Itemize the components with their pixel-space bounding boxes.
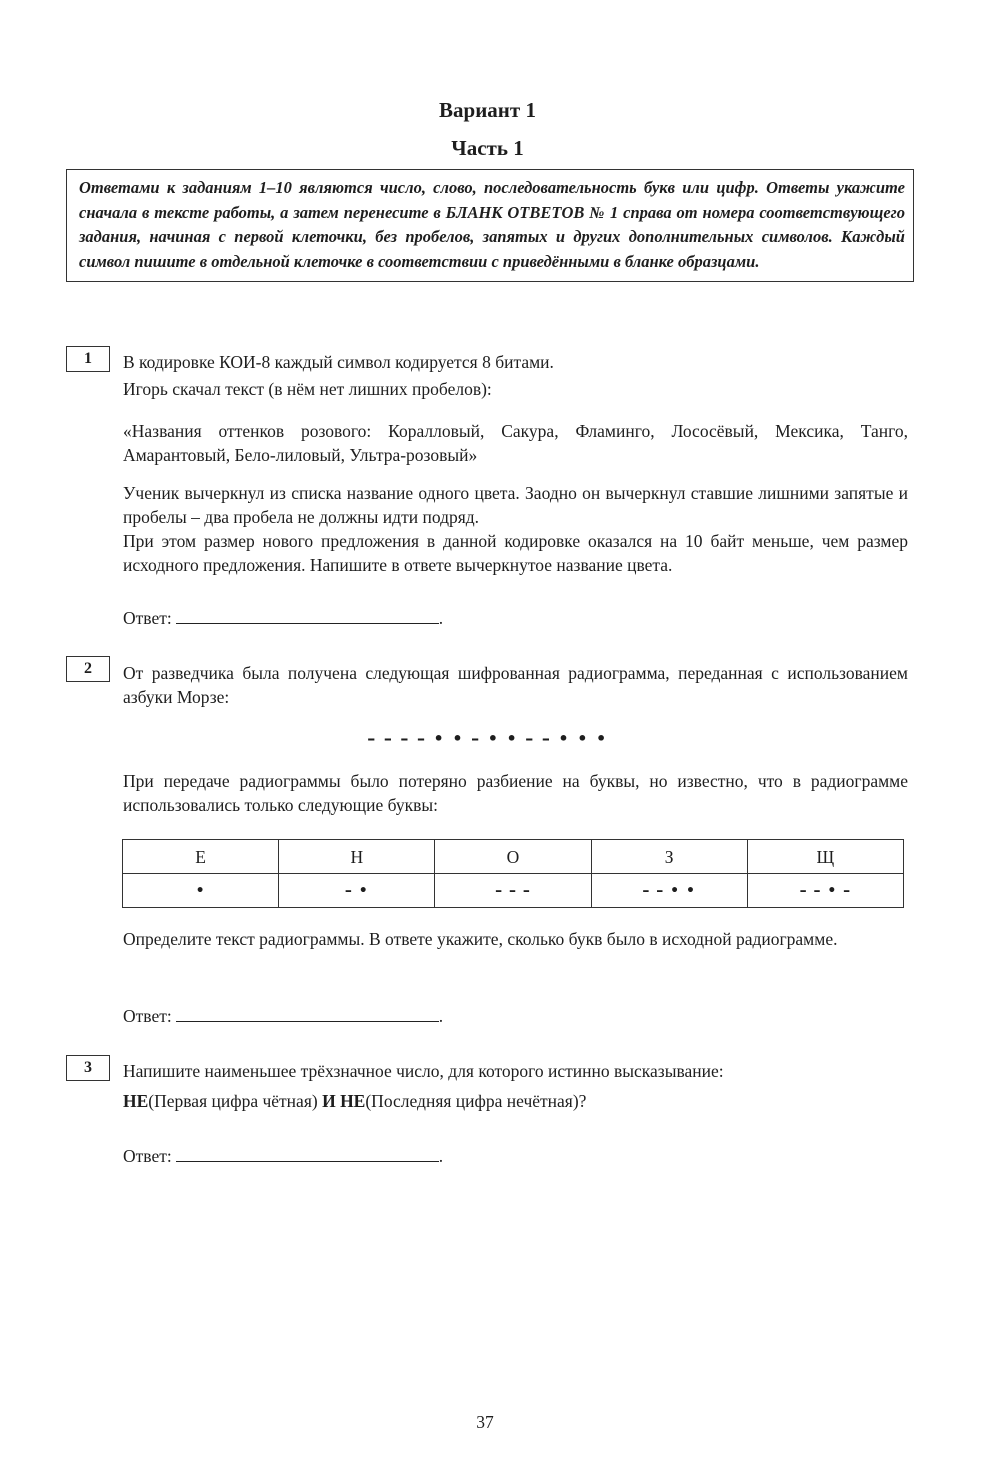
letter-cell: Щ (747, 840, 903, 874)
code-cell: • (123, 874, 279, 908)
not-operator: НЕ (123, 1091, 149, 1111)
code-cell: – – – (435, 874, 591, 908)
answer-line[interactable] (176, 1003, 439, 1022)
instructions-box: Ответами к заданиям 1–10 являются число, слово, последовательность букв или цифр. Ответы укажите сначала в тексте работы, а затем перенесите в БЛАНК ОТВЕТОВ № 1 справа от номера соответствующего задания, начиная с первой клеточки, без пробелов, запятых и других дополнительных символов. Каждый символ пишите в отдельной клеточке в соответствии с приведёнными в бланке образцами. (66, 169, 914, 282)
task3-expression (123, 1089, 908, 1113)
task1-text-5: При этом размер нового предложения в данной кодировке оказался на 10 байт меньше, чем размер исходного предложения. Напишите в ответе вычеркнутое название цвета. (123, 531, 908, 575)
letter-cell: О (435, 840, 591, 874)
task1-text-2: Игорь скачал текст (в нём нет лишних пробелов): (123, 379, 492, 399)
task2-text-1: От разведчика была получена следующая шифрованная радиограмма, переданная с использованием азбуки Морзе: (123, 663, 908, 707)
task1-text-4: Ученик вычеркнул из списка название одного цвета. Заодно он вычеркнул ставшие лишними запятые и пробелы – два пробела не должны идти подряд. (123, 483, 908, 527)
answer-line[interactable] (176, 605, 439, 624)
answer-label: Ответ: (123, 1146, 172, 1166)
letters-row (123, 840, 904, 874)
answer-end: . (438, 1006, 444, 1026)
task3-text-1: Напишите наименьшее трёхзначное число, для которого истинно высказывание: (123, 1061, 724, 1081)
task1-text-1: В кодировке КОИ-8 каждый символ кодируется 8 битами. (123, 352, 554, 372)
task1-answer (123, 605, 443, 630)
code-cell: – • (279, 874, 435, 908)
morse-code-table (122, 839, 904, 908)
answer-end: . (438, 608, 444, 628)
answer-end: . (438, 1146, 444, 1166)
task-number-1: 1 (66, 346, 110, 372)
task2-text-3: Определите текст радиограммы. В ответе укажите, сколько букв было в исходной радиограмме. (123, 929, 838, 949)
part-title: Часть 1 (451, 136, 524, 160)
page-number: 37 (476, 1412, 494, 1432)
answer-label: Ответ: (123, 1006, 172, 1026)
code-cell: – – • • (591, 874, 747, 908)
task-number-2: 2 (66, 656, 110, 682)
task2-answer (123, 1003, 443, 1028)
task2-text-2: При передаче радиограммы было потеряно разбиение на буквы, но известно, что в радиограмме использовались только следующие буквы: (123, 771, 908, 815)
condition-1: (Первая цифра чётная) (148, 1091, 323, 1111)
and-not-operator: И НЕ (322, 1091, 366, 1111)
task1-text-3: «Названия оттенков розового: Коралловый, Сакура, Фламинго, Лососёвый, Мексика, Танго, Амарантовый, Бело-лиловый, Ультра-розовый» (123, 421, 908, 465)
variant-title: Вариант 1 (439, 98, 536, 122)
answer-label: Ответ: (123, 608, 172, 628)
morse-message: – – – – • • – • • – – • • • (367, 729, 608, 748)
task3-answer (123, 1143, 443, 1168)
letter-cell: Н (279, 840, 435, 874)
letter-cell: З (591, 840, 747, 874)
task-number-3: 3 (66, 1055, 110, 1081)
code-cell: – – • – (747, 874, 903, 908)
condition-2: (Последняя цифра нечётная)? (365, 1091, 587, 1111)
codes-row (123, 874, 904, 908)
answer-line[interactable] (176, 1143, 439, 1162)
letter-cell: Е (123, 840, 279, 874)
